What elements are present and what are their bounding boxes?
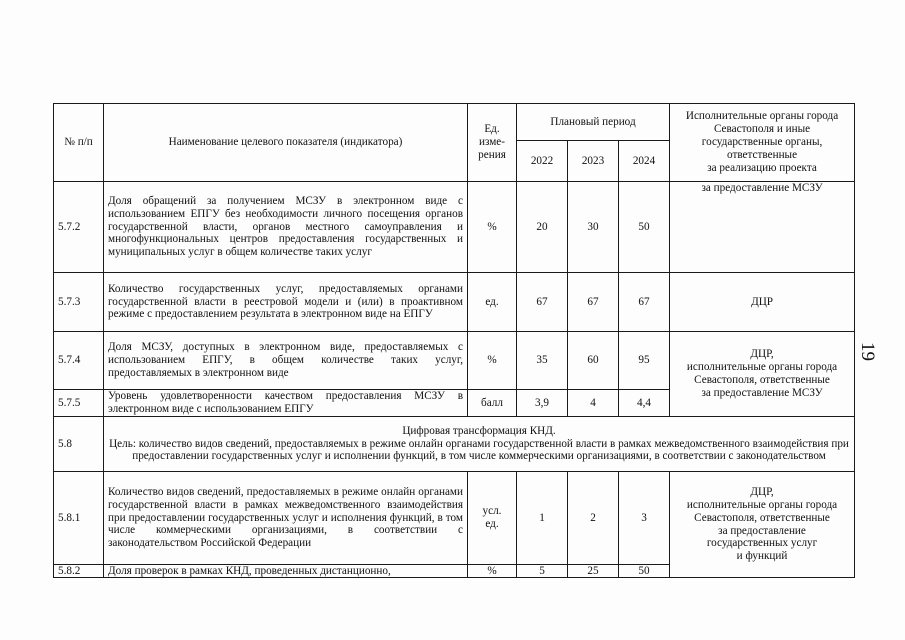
row-exec: ДЦР [670, 273, 855, 332]
header-unit: Ед. изме- рения [468, 104, 517, 182]
row-value-2024: 50 [619, 565, 670, 578]
header-year-2024: 2024 [619, 141, 670, 182]
row-value-2022: 5 [517, 565, 568, 578]
row-value-2022: 1 [517, 472, 568, 565]
row-name: Доля проверок в рамках КНД, проведенных дистанционно, [104, 565, 468, 578]
header-name: Наименование целевого показателя (индикатора) [104, 104, 468, 182]
row-unit: балл [468, 390, 517, 417]
section-title: Цифровая трансформация КНД. [402, 424, 556, 437]
row-value-2022: 35 [517, 332, 568, 390]
row-num: 5.8.1 [54, 472, 104, 565]
page-number: 19 [857, 342, 878, 361]
row-value-2023: 4 [568, 390, 619, 417]
table-row [54, 182, 855, 273]
row-value-2023: 30 [568, 182, 619, 273]
row-name: Количество видов сведений, предоставляемых в режиме онлайн органами государственной власти в рамках межведомственного взаимодействия при предоставлении государственных услуг и исполнения функций, в том числе коммерческими организациями, в соответствии с законодательством Российской Федерации [104, 472, 468, 565]
row-value-2024: 95 [619, 332, 670, 390]
row-exec: ДЦР, исполнительные органы города Севастополя, ответственные за предоставление государственных услуг и функций [670, 472, 855, 578]
row-value-2023: 67 [568, 273, 619, 332]
row-exec: за предоставление МСЗУ [670, 182, 855, 273]
row-value-2022: 3,9 [517, 390, 568, 417]
section-row [54, 417, 855, 472]
row-num: 5.7.5 [54, 390, 104, 417]
section-cell [104, 417, 855, 472]
row-num: 5.8 [54, 417, 104, 472]
row-name: Доля обращений за получением МСЗУ в электронном виде с использованием ЕПГУ без необходимости личного посещения органов государственной власти, органов местного самоуправления и многофункциональных центров предоставления государственных и муниципальных услуг в общем количестве таких услуг [104, 182, 468, 273]
row-value-2024: 67 [619, 273, 670, 332]
row-name: Уровень удовлетворенности качеством предоставления МСЗУ в электронном виде с использованием ЕПГУ [104, 390, 468, 417]
row-unit: % [468, 332, 517, 390]
row-value-2024: 3 [619, 472, 670, 565]
header-row-1 [54, 104, 855, 141]
indicators-table [53, 103, 855, 578]
table-row [54, 472, 855, 565]
header-num: № п/п [54, 104, 104, 182]
header-year-2023: 2023 [568, 141, 619, 182]
row-value-2023: 2 [568, 472, 619, 565]
table-row [54, 332, 855, 390]
table-row [54, 273, 855, 332]
row-exec: ДЦР, исполнительные органы города Севастополя, ответственные за предоставление МСЗУ [670, 332, 855, 417]
row-num: 5.7.2 [54, 182, 104, 273]
row-name: Количество государственных услуг, предоставляемых органами государственной власти в реестровой модели и (или) в проактивном режиме с предоставлением результата в электронном виде на ЕПГУ [104, 273, 468, 332]
row-unit: % [468, 182, 517, 273]
header-exec: Исполнительные органы города Севастополя и иные государственные органы, ответственные за реализацию проекта [670, 104, 855, 182]
section-goal: Цель: количество видов сведений, предоставляемых в режиме онлайн органами государственной власти в рамках межведомственного взаимодействия при предоставлении государственных услуг и исполнении функций, в том числе коммерческими организациями, в соответствии с законодательством [109, 437, 849, 463]
row-num: 5.8.2 [54, 565, 104, 578]
row-num: 5.7.4 [54, 332, 104, 390]
row-num: 5.7.3 [54, 273, 104, 332]
row-value-2023: 60 [568, 332, 619, 390]
row-value-2022: 67 [517, 273, 568, 332]
row-value-2023: 25 [568, 565, 619, 578]
header-year-2022: 2022 [517, 141, 568, 182]
row-value-2024: 4,4 [619, 390, 670, 417]
row-unit: ед. [468, 273, 517, 332]
row-value-2024: 50 [619, 182, 670, 273]
row-value-2022: 20 [517, 182, 568, 273]
row-name: Доля МСЗУ, доступных в электронном виде, предоставляемых с использованием ЕПГУ, в общем количестве таких услуг, предоставляемых в электронном виде [104, 332, 468, 390]
header-period: Плановый период [517, 104, 670, 141]
row-unit: % [468, 565, 517, 578]
row-unit: усл. ед. [468, 472, 517, 565]
